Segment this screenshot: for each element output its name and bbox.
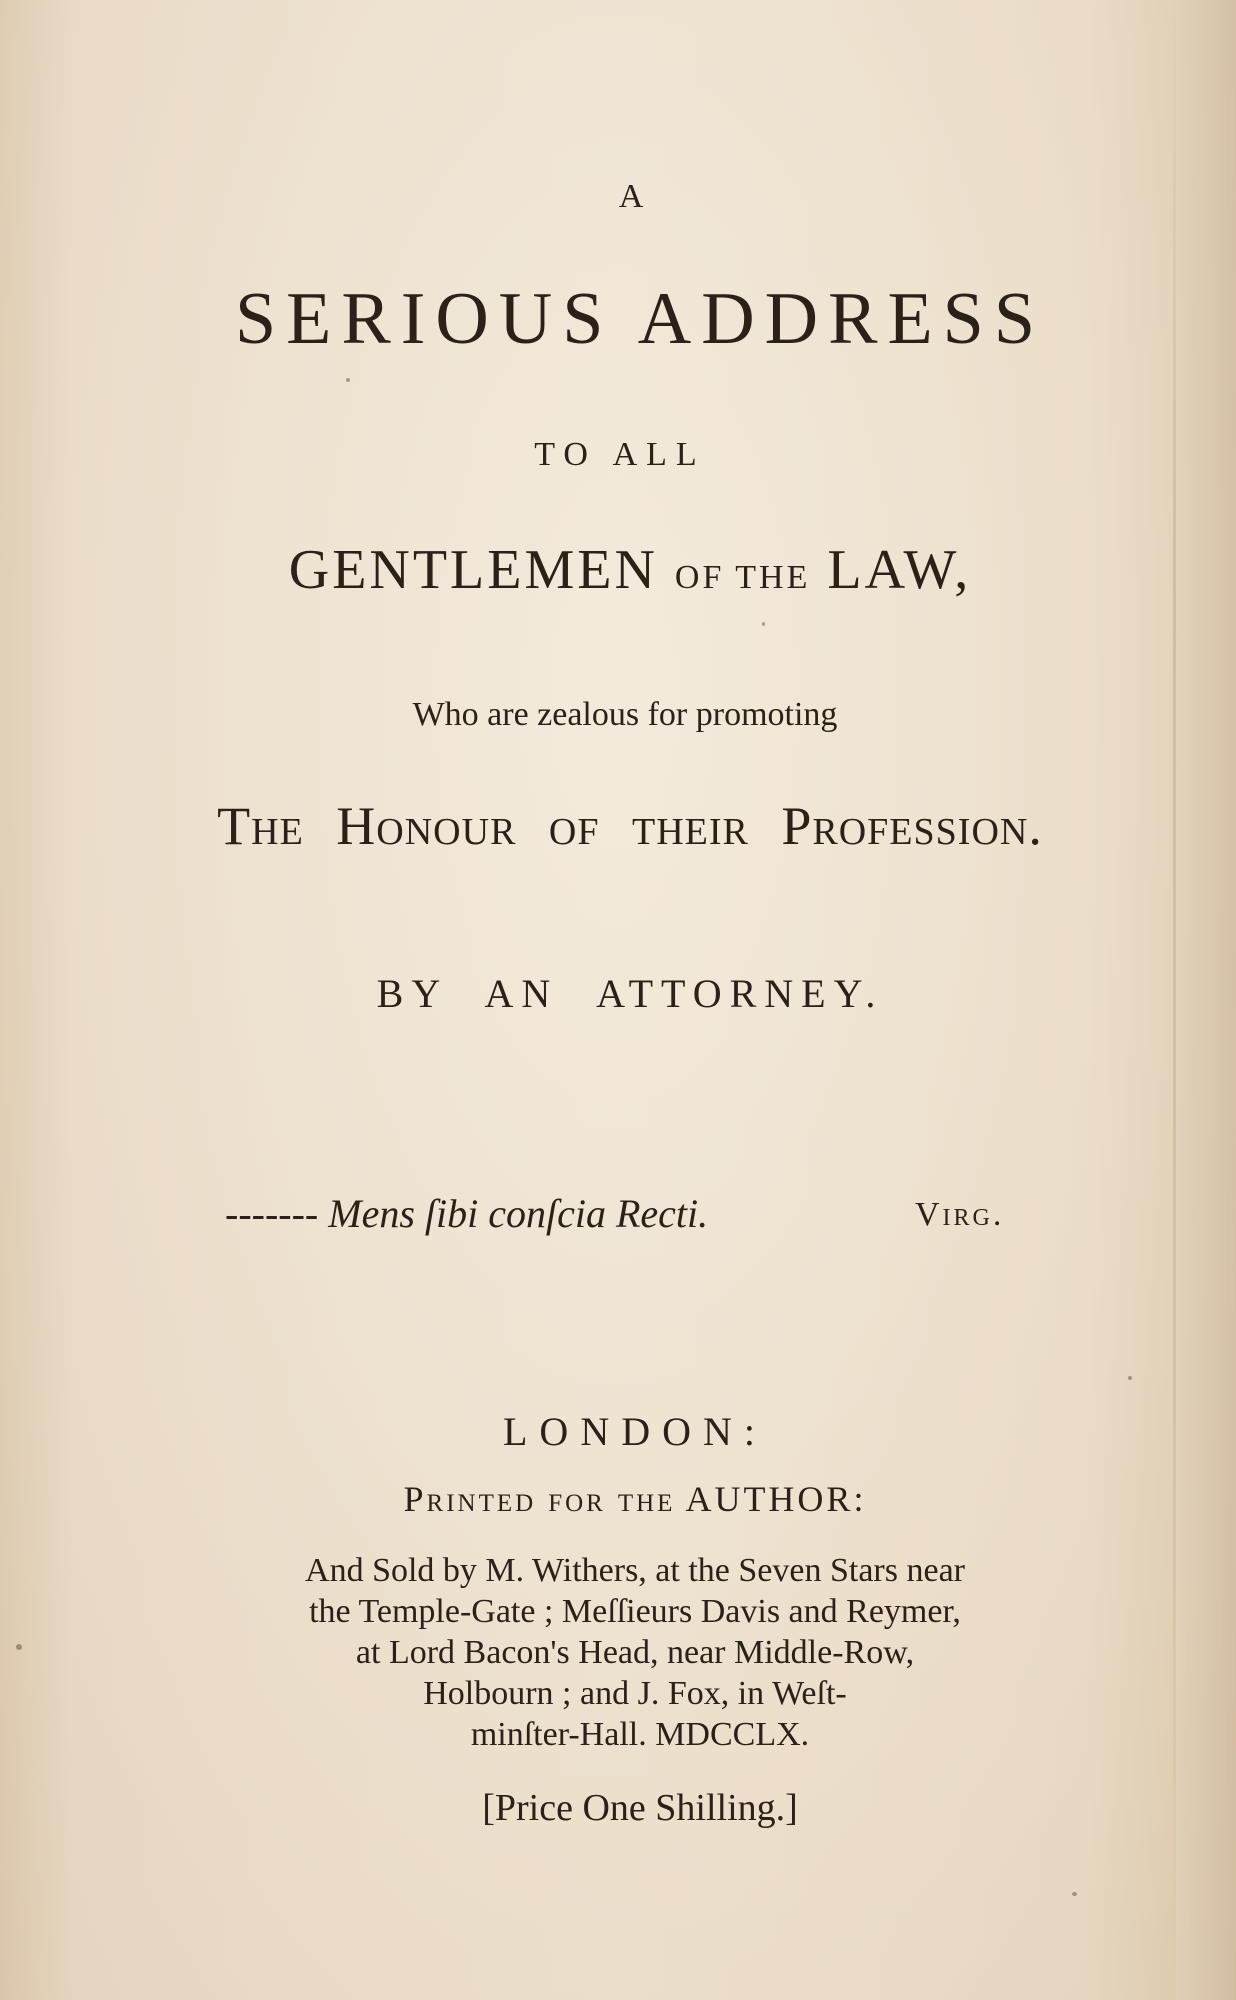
imprint-line-1: And Sold by M. Withers, at the Seven Stars near bbox=[305, 1552, 965, 1589]
price-line: [Price One Shilling.] bbox=[482, 1787, 798, 1829]
subtitle-gentlemen-line bbox=[215, 540, 1045, 602]
page-edge bbox=[1176, 0, 1236, 2000]
of-the-words: OF THE bbox=[674, 559, 811, 596]
law-word: LAW, bbox=[827, 539, 972, 601]
imprint-place: LONDON: bbox=[503, 1409, 767, 1454]
imprint-printed-for: Printed for the AUTHOR: bbox=[403, 1479, 867, 1519]
epigraph-source: Virg. bbox=[915, 1196, 1005, 1233]
epigraph-motto: ------- Mens ſibi conſcia Recti. bbox=[225, 1191, 709, 1236]
imprint-line-4: Holbourn ; and J. Fox, in Weſt- bbox=[423, 1675, 847, 1712]
imprint-line-3: at Lord Bacon's Head, near Middle-Row, bbox=[355, 1634, 915, 1671]
subtitle-honour-line: The Honour of their Profession. bbox=[217, 796, 1043, 856]
foxing-speck bbox=[1072, 1892, 1077, 1896]
foxing-speck bbox=[1128, 1376, 1132, 1380]
subtitle-who-line: Who are zealous for promoting bbox=[412, 696, 838, 733]
foxing-speck bbox=[346, 378, 350, 382]
gentlemen-word: GENTLEMEN bbox=[288, 539, 658, 601]
imprint-line-5: minſter-Hall. MDCCLX. bbox=[470, 1716, 810, 1753]
author-line: BY AN ATTORNEY. bbox=[376, 971, 884, 1016]
imprint-line-2: the Temple-Gate ; Meſſieurs Davis and Reymer, bbox=[309, 1593, 961, 1630]
main-title: SERIOUS ADDRESS bbox=[234, 278, 1045, 360]
foxing-speck bbox=[762, 622, 765, 626]
foxing-speck bbox=[16, 1644, 22, 1650]
subtitle-to-all: TO ALL bbox=[534, 436, 706, 473]
title-article: A bbox=[618, 178, 646, 215]
